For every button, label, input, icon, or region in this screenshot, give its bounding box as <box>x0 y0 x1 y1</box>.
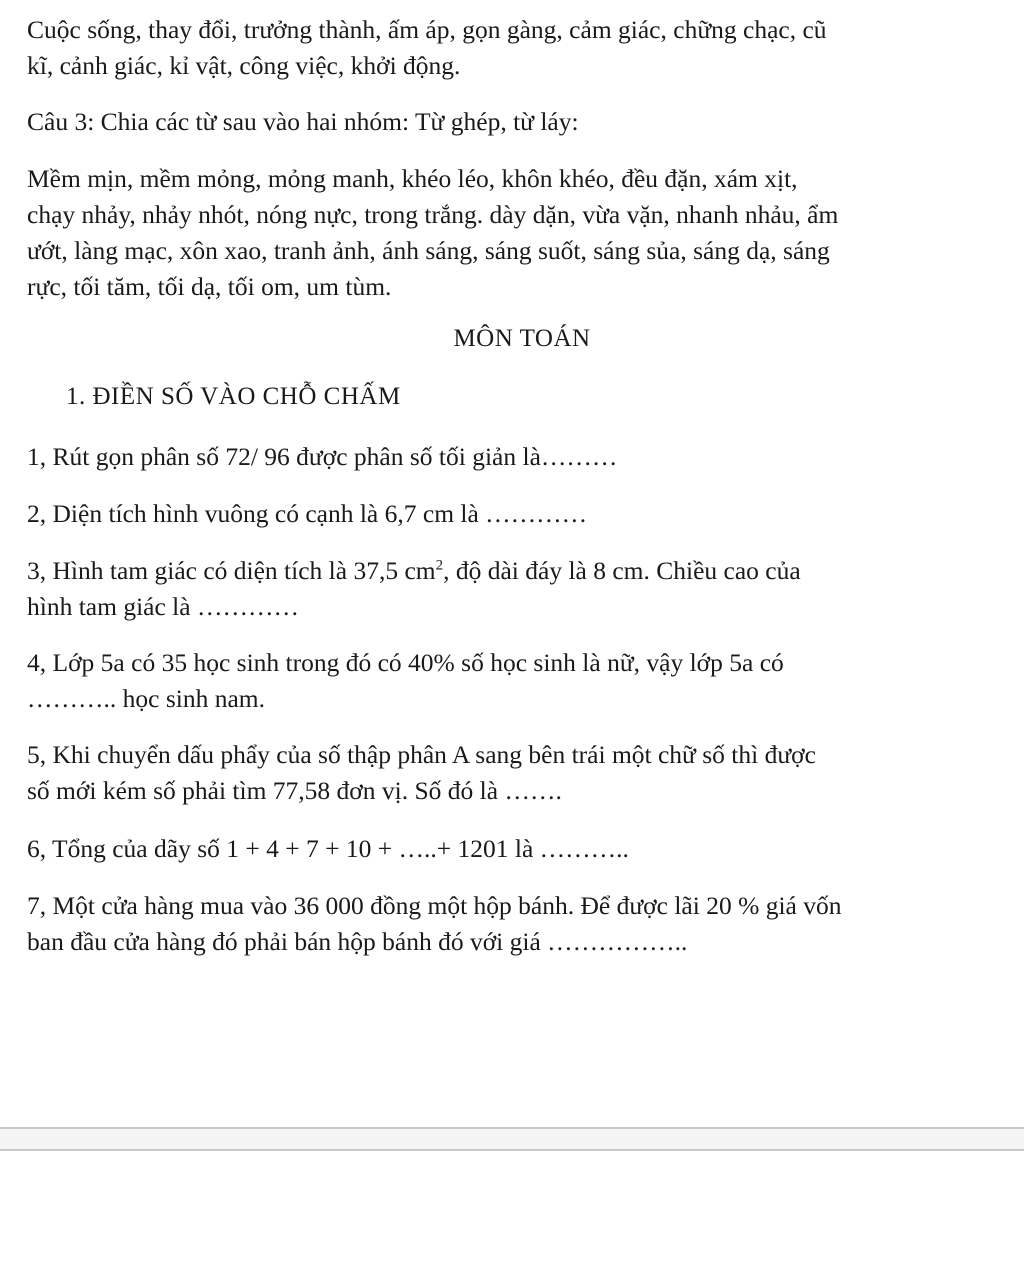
question-4-line-1: 4, Lớp 5a có 35 học sinh trong đó có 40% số học sinh là nữ, vậy lớp 5a có <box>27 648 784 677</box>
question-5-line-1: 5, Khi chuyển dấu phẩy của số thập phân A sang bên trái một chữ số thì được <box>27 740 816 769</box>
question-4-line-2: ……….. học sinh nam. <box>27 684 265 713</box>
question-3-line-1 <box>27 553 1017 589</box>
question-7-line-2: ban đầu cửa hàng đó phải bán hộp bánh đó với giá …………….. <box>27 927 688 956</box>
page-separator-top <box>0 1127 1024 1129</box>
question-5 <box>27 737 1017 809</box>
intro-paragraph <box>27 12 1017 84</box>
page-separator-bottom <box>0 1149 1024 1151</box>
cau3-title: Câu 3: Chia các từ sau vào hai nhóm: Từ ghép, từ láy: <box>27 107 579 136</box>
question-3-part-a: 3, Hình tam giác có diện tích là 37,5 cm <box>27 556 436 585</box>
question-3 <box>27 553 1017 625</box>
question-3-line-2: hình tam giác là ………… <box>27 592 299 621</box>
subject-title: MÔN TOÁN <box>453 325 591 352</box>
cau3-line-2: chạy nhảy, nhảy nhót, nóng nực, trong trắng. dày dặn, vừa vặn, nhanh nhảu, ẩm <box>27 200 839 229</box>
question-2: 2, Diện tích hình vuông có cạnh là 6,7 cm là ………… <box>27 499 588 528</box>
question-6: 6, Tổng của dãy số 1 + 4 + 7 + 10 + …..+ 1201 là ……….. <box>27 834 629 863</box>
intro-line-1: Cuộc sống, thay đổi, trưởng thành, ấm áp, gọn gàng, cảm giác, chững chạc, cũ <box>27 15 827 44</box>
question-7 <box>27 888 1017 960</box>
intro-line-2: kĩ, cảnh giác, kỉ vật, công việc, khởi động. <box>27 51 461 80</box>
squared-superscript: 2 <box>435 557 444 574</box>
cau3-line-3: ướt, làng mạc, xôn xao, tranh ảnh, ánh sáng, sáng suốt, sáng sủa, sáng dạ, sáng <box>27 236 830 265</box>
question-4 <box>27 645 1017 717</box>
question-3-part-b: , độ dài đáy là 8 cm. Chiều cao của <box>443 556 801 585</box>
question-1: 1, Rút gọn phân số 72/ 96 được phân số tối giản là……… <box>27 442 618 471</box>
cau3-line-4: rực, tối tăm, tối dạ, tối om, um tùm. <box>27 272 392 301</box>
cau3-word-list <box>27 161 1017 305</box>
question-5-line-2: số mới kém số phải tìm 77,58 đơn vị. Số đó là ……. <box>27 776 562 805</box>
section-1-title: 1. ĐIỀN SỐ VÀO CHỖ CHẤM <box>66 383 401 410</box>
cau3-line-1: Mềm mịn, mềm mỏng, mỏng manh, khéo léo, khôn khéo, đều đặn, xám xịt, <box>27 164 798 193</box>
page-gap-band <box>0 1129 1024 1149</box>
question-7-line-1: 7, Một cửa hàng mua vào 36 000 đồng một hộp bánh. Để được lãi 20 % giá vốn <box>27 891 842 920</box>
